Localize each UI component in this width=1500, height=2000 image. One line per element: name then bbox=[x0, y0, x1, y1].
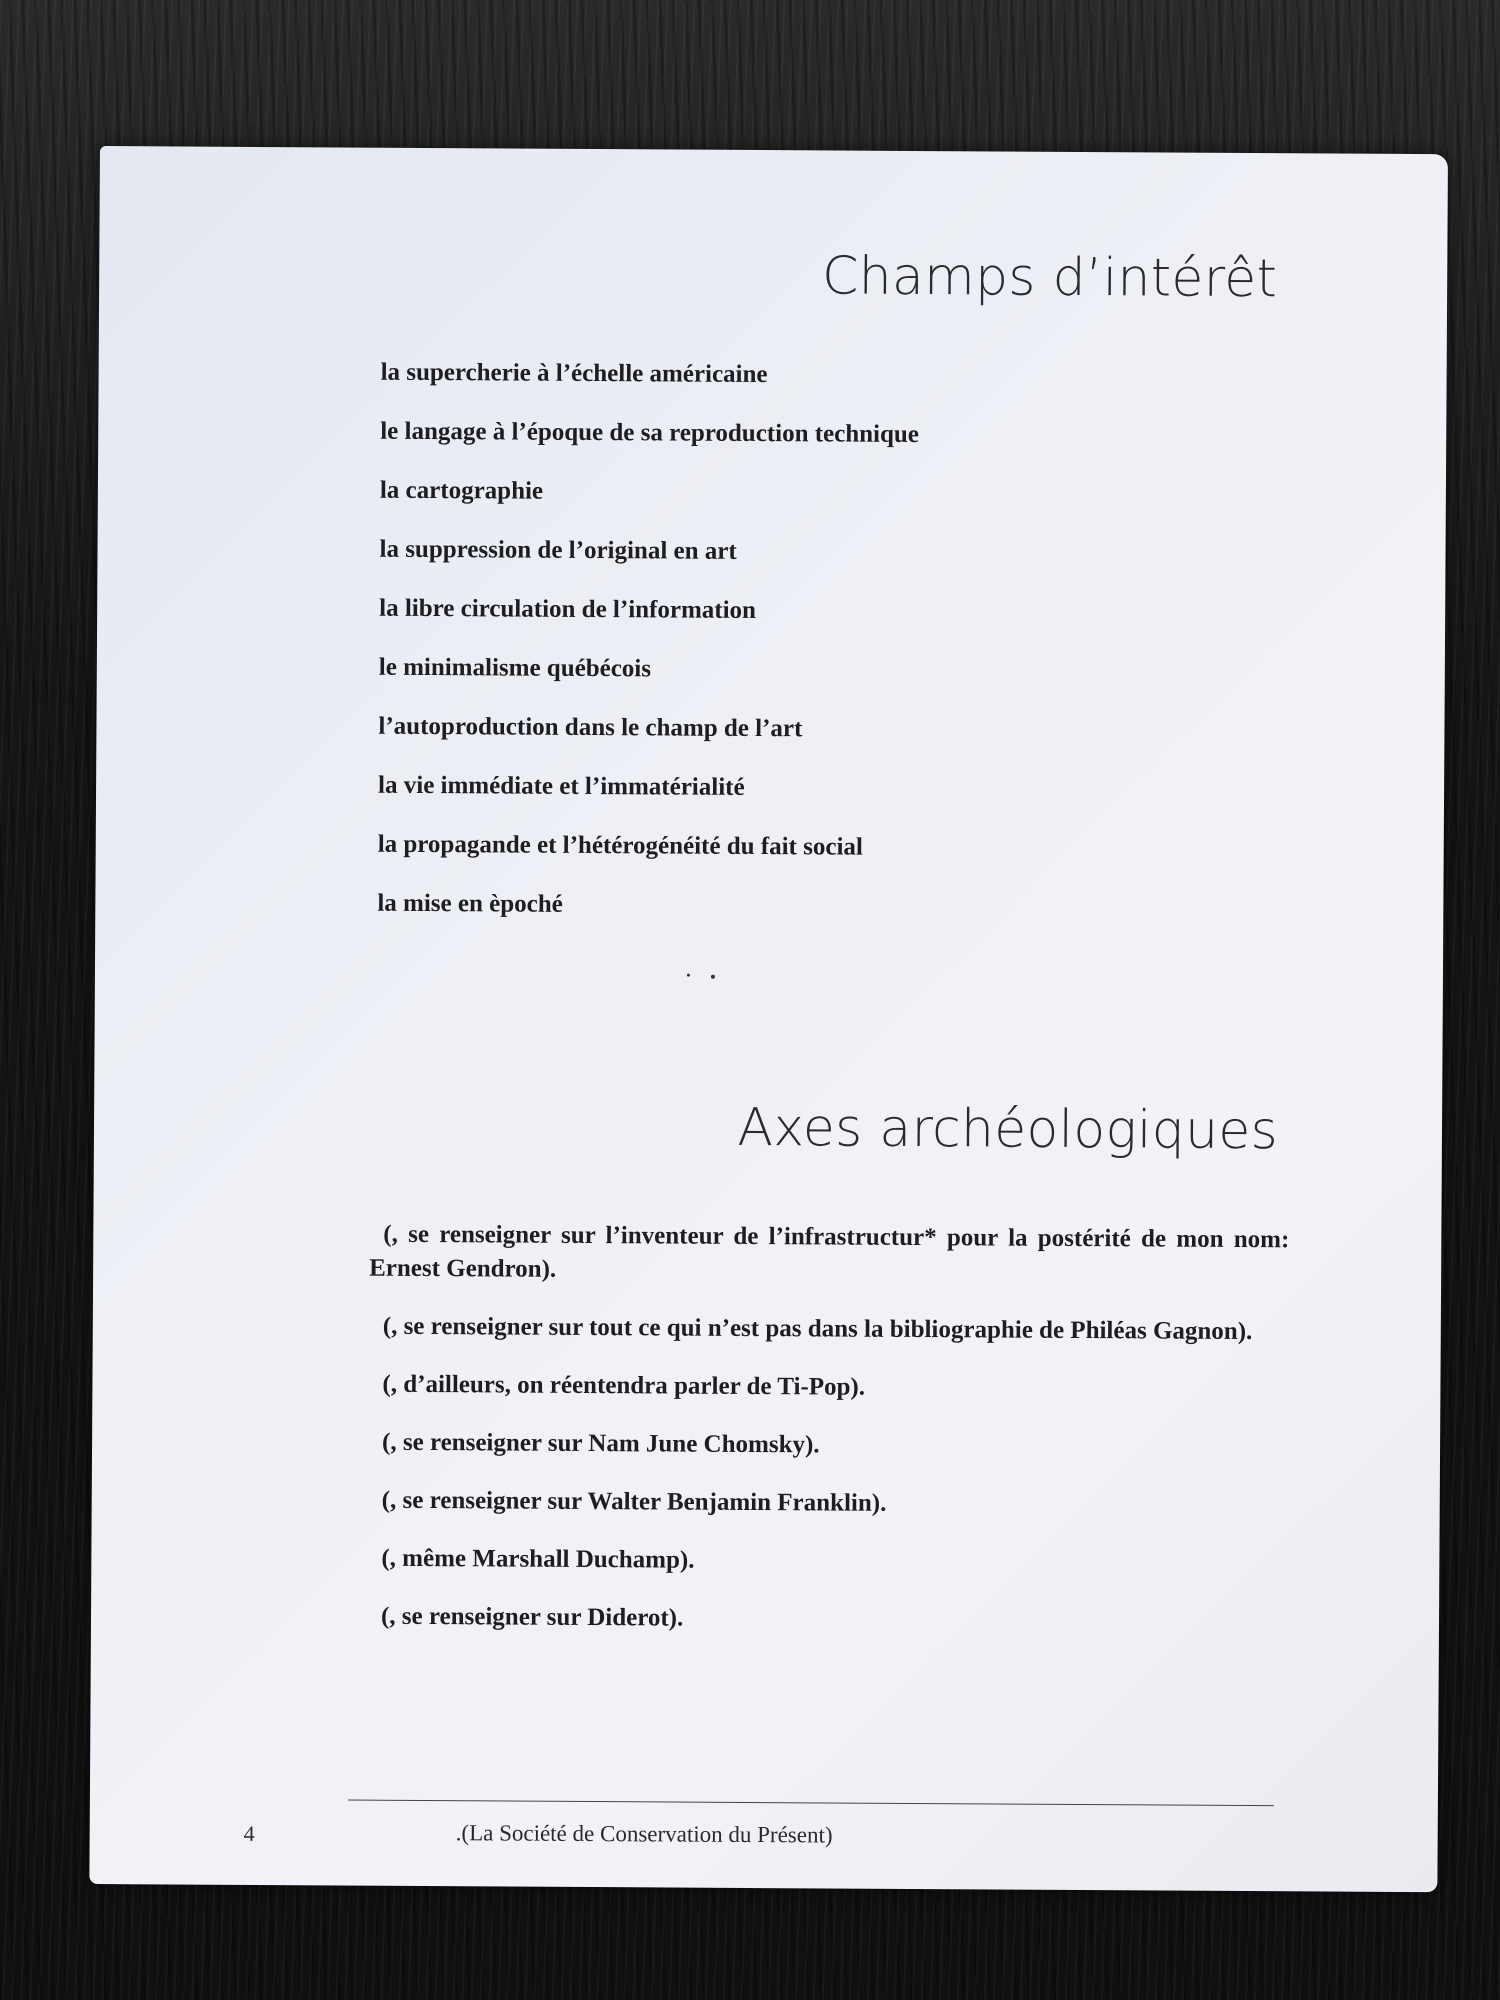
ink-speck bbox=[687, 974, 690, 977]
list-item: la libre circulation de l’information bbox=[379, 594, 757, 625]
list-item: (, même Marshall Duchamp). bbox=[381, 1544, 695, 1574]
footer-caption: .(La Société de Conservation du Présent) bbox=[455, 1820, 833, 1848]
footer-divider bbox=[348, 1800, 1274, 1807]
list-item: (, se renseigner sur Walter Benjamin Franklin). bbox=[381, 1486, 887, 1517]
list-item: (, se renseigner sur tout ce qui n’est pas dans la bibliographie de Philéas Gagnon). bbox=[382, 1312, 1253, 1346]
list-item: l’autoproduction dans le champ de l’art bbox=[378, 712, 803, 743]
list-item: la propagande et l’hétérogénéité du fait social bbox=[377, 830, 863, 861]
list-item: (, d’ailleurs, on réentendra parler de Ti-Pop). bbox=[382, 1370, 866, 1401]
section-title-axes-archeologiques: Axes archéologiques bbox=[737, 1097, 1279, 1162]
ink-specks bbox=[687, 972, 717, 978]
list-item: la vie immédiate et l’immatérialité bbox=[378, 771, 745, 801]
section-title-champs-interet: Champs d’intérêt bbox=[821, 246, 1278, 310]
list-item: (, se renseigner sur l’inventeur de l’infrastructur* pour la postérité de mon nom: Ernest Gendron). bbox=[369, 1220, 1290, 1283]
list-item: (, se renseigner sur Nam June Chomsky). bbox=[382, 1428, 820, 1459]
list-item: la cartographie bbox=[379, 476, 544, 505]
interests-list bbox=[377, 358, 1181, 953]
list-item: le langage à l’époque de sa reproduction technique bbox=[380, 417, 920, 449]
document-page bbox=[89, 146, 1448, 1892]
list-item: la suppression de l’original en art bbox=[379, 535, 737, 565]
ink-speck bbox=[711, 975, 715, 979]
list-item: le minimalisme québécois bbox=[378, 653, 652, 683]
page-number: 4 bbox=[243, 1820, 255, 1846]
list-item: la supercherie à l’échelle américaine bbox=[380, 358, 768, 389]
axes-list bbox=[367, 1218, 1290, 1664]
list-item: (, se renseigner sur Diderot). bbox=[380, 1602, 684, 1632]
list-item: la mise en èpoché bbox=[377, 889, 563, 918]
